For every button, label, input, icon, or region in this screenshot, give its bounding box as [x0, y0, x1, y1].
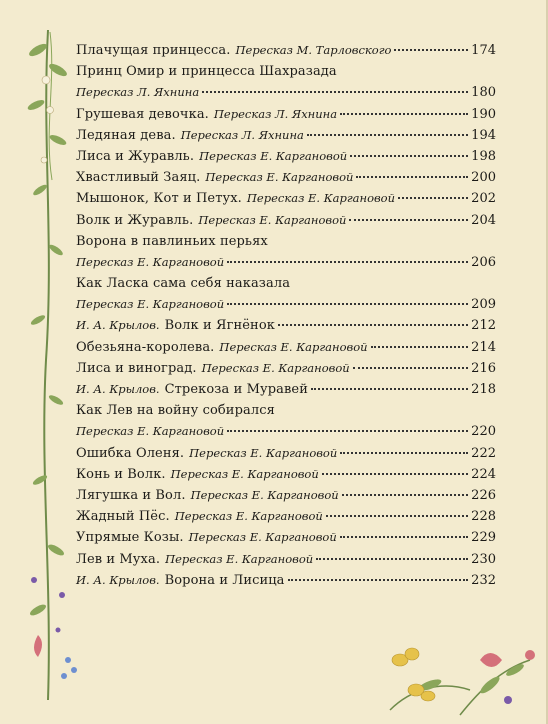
toc-entry — [76, 167, 496, 188]
table-of-contents — [76, 40, 496, 591]
entry-retelling-author: Пересказ Е. Каргановой — [174, 509, 323, 524]
entry-page-number: 198 — [471, 148, 496, 164]
toc-entry — [76, 82, 496, 103]
entry-author-prefix: Пересказ Л. Яхнина — [76, 85, 200, 100]
entry-page-number: 200 — [471, 170, 496, 186]
dot-leader — [340, 451, 468, 454]
entry-retelling-author: Пересказ Е. Каргановой — [190, 487, 339, 502]
entry-title: Как Ласка сама себя наказала — [76, 276, 291, 292]
entry-page-number: 190 — [471, 106, 496, 122]
dot-leader — [326, 514, 468, 517]
entry-title: Лягушка и Вол. — [76, 487, 186, 503]
toc-entry — [76, 527, 496, 548]
toc-entry — [76, 570, 496, 591]
dot-leader — [398, 196, 468, 199]
toc-entry — [76, 549, 496, 570]
entry-retelling-author: Пересказ Е. Каргановой — [165, 551, 314, 566]
entry-retelling-author: Пересказ Е. Каргановой — [205, 170, 354, 185]
entry-retelling-author: Пересказ Е. Каргановой — [170, 466, 319, 481]
entry-author-prefix: И. А. Крылов. — [76, 572, 160, 587]
dot-leader — [227, 429, 468, 432]
entry-author-prefix: И. А. Крылов. — [76, 318, 160, 333]
toc-entry — [76, 506, 496, 527]
toc-entry — [76, 146, 496, 167]
floral-vine-border — [20, 20, 80, 710]
entry-title: Волк и Журавль. — [76, 212, 194, 228]
entry-title: Упрямые Козы. — [76, 530, 184, 546]
entry-page-number: 224 — [471, 466, 496, 482]
dot-leader — [202, 90, 468, 93]
entry-title: Грушевая девочка. — [76, 106, 209, 122]
entry-retelling-author: Пересказ Е. Каргановой — [198, 212, 347, 227]
dot-leader — [342, 493, 468, 496]
toc-entry — [76, 104, 496, 125]
entry-title: Ворона в павлиньих перьях — [76, 233, 268, 249]
entry-title: Мышонок, Кот и Петух. — [76, 191, 242, 207]
entry-title: Жадный Пёс. — [76, 509, 170, 525]
toc-entry — [76, 294, 496, 315]
toc-entry — [76, 252, 496, 273]
dot-leader — [278, 323, 468, 326]
dot-leader — [307, 133, 468, 136]
entry-page-number: 174 — [471, 43, 496, 58]
entry-title: Лиса и Журавль. — [76, 148, 195, 164]
entry-page-number: 230 — [471, 551, 496, 567]
dot-leader — [322, 472, 468, 475]
entry-page-number: 194 — [471, 127, 496, 143]
entry-title: Принц Омир и принцесса Шахразада — [76, 64, 337, 80]
toc-entry — [76, 485, 496, 506]
entry-title: Хвастливый Заяц. — [76, 170, 201, 186]
dot-leader — [394, 48, 468, 51]
dot-leader — [288, 578, 469, 581]
dot-leader — [353, 366, 468, 369]
toc-entry — [76, 315, 496, 336]
toc-entry — [76, 379, 496, 400]
toc-entry — [76, 231, 496, 252]
entry-page-number: 232 — [471, 572, 496, 588]
dot-leader — [227, 260, 468, 263]
dot-leader — [371, 345, 469, 348]
entry-retelling-author: Пересказ Е. Каргановой — [219, 339, 368, 354]
entry-title: Лиса и виноград. — [76, 360, 197, 376]
entry-page-number: 180 — [471, 85, 496, 101]
entry-page-number: 216 — [471, 360, 496, 376]
toc-entry — [76, 421, 496, 442]
entry-retelling-author: Пересказ Е. Каргановой — [189, 445, 338, 460]
entry-author-prefix: Пересказ Е. Каргановой — [76, 424, 225, 439]
entry-page-number: 202 — [471, 191, 496, 207]
dot-leader — [311, 387, 468, 390]
toc-entry — [76, 443, 496, 464]
toc-entry — [76, 125, 496, 146]
toc-entry — [76, 464, 496, 485]
toc-entry — [76, 400, 496, 421]
entry-title: Ошибка Оленя. — [76, 445, 185, 461]
entry-retelling-author: Пересказ М. Тарловского — [235, 43, 392, 57]
entry-page-number: 204 — [471, 212, 496, 228]
entry-title: Лев и Муха. — [76, 551, 161, 567]
entry-title: Волк и Ягнёнок — [164, 318, 275, 334]
toc-entry — [76, 358, 496, 379]
entry-page-number: 209 — [471, 297, 496, 313]
entry-page-number: 226 — [471, 487, 496, 503]
toc-entry — [76, 210, 496, 231]
toc-entry — [76, 273, 496, 294]
entry-title: Ледяная дева. — [76, 127, 176, 143]
dot-leader — [350, 154, 468, 157]
entry-page-number: 229 — [471, 530, 496, 546]
entry-retelling-author: Пересказ Е. Каргановой — [188, 530, 337, 545]
entry-author-prefix: Пересказ Е. Каргановой — [76, 297, 225, 312]
entry-title: Плачущая принцесса. — [76, 43, 231, 58]
dot-leader — [356, 175, 468, 178]
entry-page-number: 214 — [471, 339, 496, 355]
entry-title: Ворона и Лисица — [164, 572, 285, 588]
entry-retelling-author: Пересказ Е. Каргановой — [201, 360, 350, 375]
entry-author-prefix: Пересказ Е. Каргановой — [76, 254, 225, 269]
entry-page-number: 218 — [471, 382, 496, 397]
entry-title: Как Лев на войну собирался — [76, 403, 275, 419]
toc-entry — [76, 337, 496, 358]
entry-retelling-author: Пересказ Е. Каргановой — [246, 191, 396, 206]
entry-author-prefix: И. А. Крылов. — [76, 382, 160, 396]
dot-leader — [227, 302, 468, 305]
entry-title: Обезьяна-королева. — [76, 339, 215, 355]
dot-leader — [340, 535, 468, 538]
toc-entry — [76, 40, 496, 61]
entry-page-number: 228 — [471, 509, 496, 525]
entry-retelling-author: Пересказ Л. Яхнина — [213, 106, 338, 121]
entry-title: Стрекоза и Муравей — [164, 382, 308, 397]
entry-retelling-author: Пересказ Л. Яхнина — [180, 127, 304, 142]
entry-page-number: 206 — [471, 254, 496, 270]
flower-bouquet — [370, 630, 540, 720]
dot-leader — [316, 557, 468, 560]
entry-page-number: 222 — [471, 445, 496, 461]
entry-page-number: 212 — [471, 318, 496, 334]
entry-title: Конь и Волк. — [76, 466, 166, 482]
entry-retelling-author: Пересказ Е. Каргановой — [199, 148, 348, 163]
dot-leader — [340, 112, 468, 115]
toc-entry — [76, 188, 496, 209]
dot-leader — [349, 218, 468, 221]
toc-entry — [76, 61, 496, 82]
entry-page-number: 220 — [471, 424, 496, 440]
